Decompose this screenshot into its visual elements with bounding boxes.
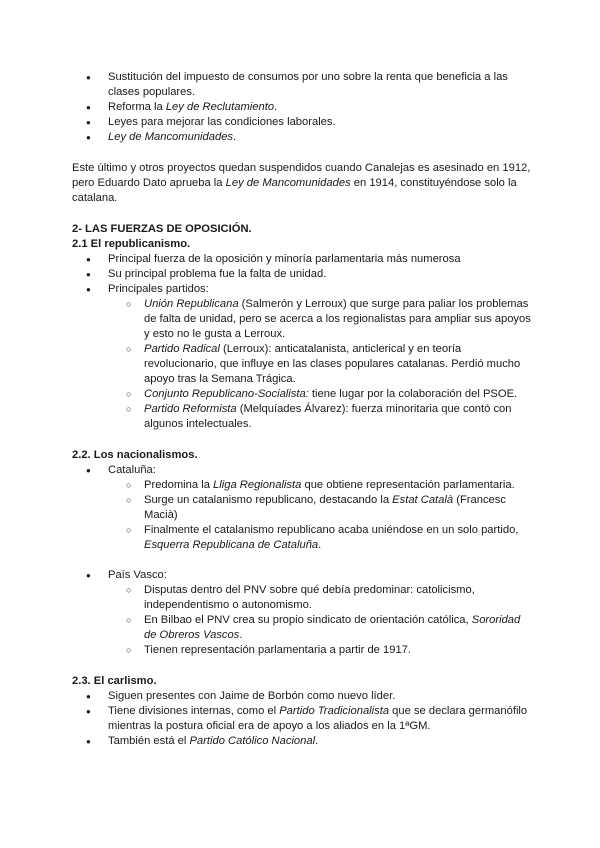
list-item: ○ Tienen representación parlamentaria a partir de 1917.	[72, 643, 532, 658]
list-item: ● Su principal problema fue la falta de unidad.	[72, 267, 532, 282]
list-item: ● También está el Partido Católico Nacional.	[72, 734, 532, 749]
list-item: ● Cataluña: ○ Predomina la Lliga Regionalista que obtiene representación parlamentaria. ○ Surge un catalanismo republicano, destacando la Estat Català (Francesc Macià) ○ Finalmente el catalanismo republicano acaba uniéndose en un solo partido, Esquerra Republicana de Cataluña.	[72, 463, 532, 568]
list-item: ○ Unión Republicana (Salmerón y Lerroux) que surge para paliar los problemas de falta de unidad, pero se acerca a los regionalistas para ampliar sus apoyos y esto no le gusta a Lerroux.	[72, 297, 532, 342]
document-content	[72, 70, 532, 749]
list-item: ○ Partido Radical (Lerroux): anticatalanista, anticlerical y en teoría revolucionario, que influye en las clases populares catalanas. Perdió mucho apoyo tras la Semana Trágica.	[72, 342, 532, 387]
section-heading: 2- LAS FUERZAS DE OPOSICIÓN.	[72, 223, 252, 235]
list-item: ● Sustitución del impuesto de consumos por uno sobre la renta que beneficia a las clases populares.	[72, 70, 532, 100]
list-item: ● Leyes para mejorar las condiciones laborales.	[72, 115, 532, 130]
list-item: ○ Conjunto Republicano-Socialista: tiene lugar por la colaboración del PSOE.	[72, 387, 532, 402]
pais-vasco-list	[108, 583, 532, 658]
list-item: ○ Surge un catalanismo republicano, destacando la Estat Català (Francesc Macià)	[72, 493, 532, 523]
list-item: ○ En Bilbao el PNV crea su propio sindicato de orientación católica, Sororidad de Obreros Vascos.	[72, 613, 532, 643]
body-paragraph: Este último y otros proyectos quedan suspendidos cuando Canalejas es asesinado en 1912, pero Eduardo Dato aprueba la Ley de Mancomunidades en 1914, constituyéndose solo la catalana.	[72, 162, 531, 204]
list-item: ● País Vasco: ○ Disputas dentro del PNV sobre qué debía predominar: catolicismo, independentismo o autonomismo. ○ En Bilbao el PNV crea su propio sindicato de orientación católica, Sororidad de Obreros Vascos. ○ Tienen representación parlamentaria a partir de 1917.	[72, 568, 532, 658]
subsection-heading-carlismo: 2.3. El carlismo.	[72, 675, 157, 687]
measures-list	[72, 70, 532, 145]
republicanismo-list	[72, 252, 532, 432]
list-item: ○ Disputas dentro del PNV sobre qué debía predominar: catolicismo, independentismo o autonomismo.	[72, 583, 532, 613]
parties-list	[108, 297, 532, 432]
list-item: ○ Partido Reformista (Melquíades Álvarez): fuerza minoritaria que contó con algunos intelectuales.	[72, 402, 532, 432]
list-item: ● Reforma la Ley de Reclutamiento.	[72, 100, 532, 115]
nacionalismos-list	[72, 463, 532, 658]
list-item: ● Ley de Mancomunidades.	[72, 130, 532, 145]
cataluna-list	[108, 478, 532, 553]
list-item: ○ Finalmente el catalanismo republicano acaba uniéndose en un solo partido, Esquerra Republicana de Cataluña.	[72, 523, 532, 553]
subsection-heading-republicanismo: 2.1 El republicanismo.	[72, 238, 191, 250]
subsection-heading-nacionalismos: 2.2. Los nacionalismos.	[72, 449, 198, 461]
carlismo-list	[72, 689, 532, 749]
list-item: ● Siguen presentes con Jaime de Borbón como nuevo líder.	[72, 689, 532, 704]
list-item: ● Principal fuerza de la oposición y minoría parlamentaria más numerosa	[72, 252, 532, 267]
list-item: ● Principales partidos: ○ Unión Republicana (Salmerón y Lerroux) que surge para paliar los problemas de falta de unidad, pero se acerca a los regionalistas para ampliar sus apoyos y esto no le gusta a Lerroux. ○ Partido Radical (Lerroux): anticatalanista, anticlerical y en teoría revolucionario, que influye en las clases populares catalanas. Perdió mucho apoyo tras la Semana Trágica. ○ Conjunto Republicano-Socialista: tiene lugar por la colaboración del PSOE. ○ Partido Reformista (Melquíades Álvarez): fuerza minoritaria que contó con algunos intelectuales.	[72, 282, 532, 432]
list-item: ● Tiene divisiones internas, como el Partido Tradicionalista que se declara germanófilo mientras la postura oficial era de apoyo a los aliados en la 1ªGM.	[72, 704, 532, 734]
list-item: ○ Predomina la Lliga Regionalista que obtiene representación parlamentaria.	[72, 478, 532, 493]
